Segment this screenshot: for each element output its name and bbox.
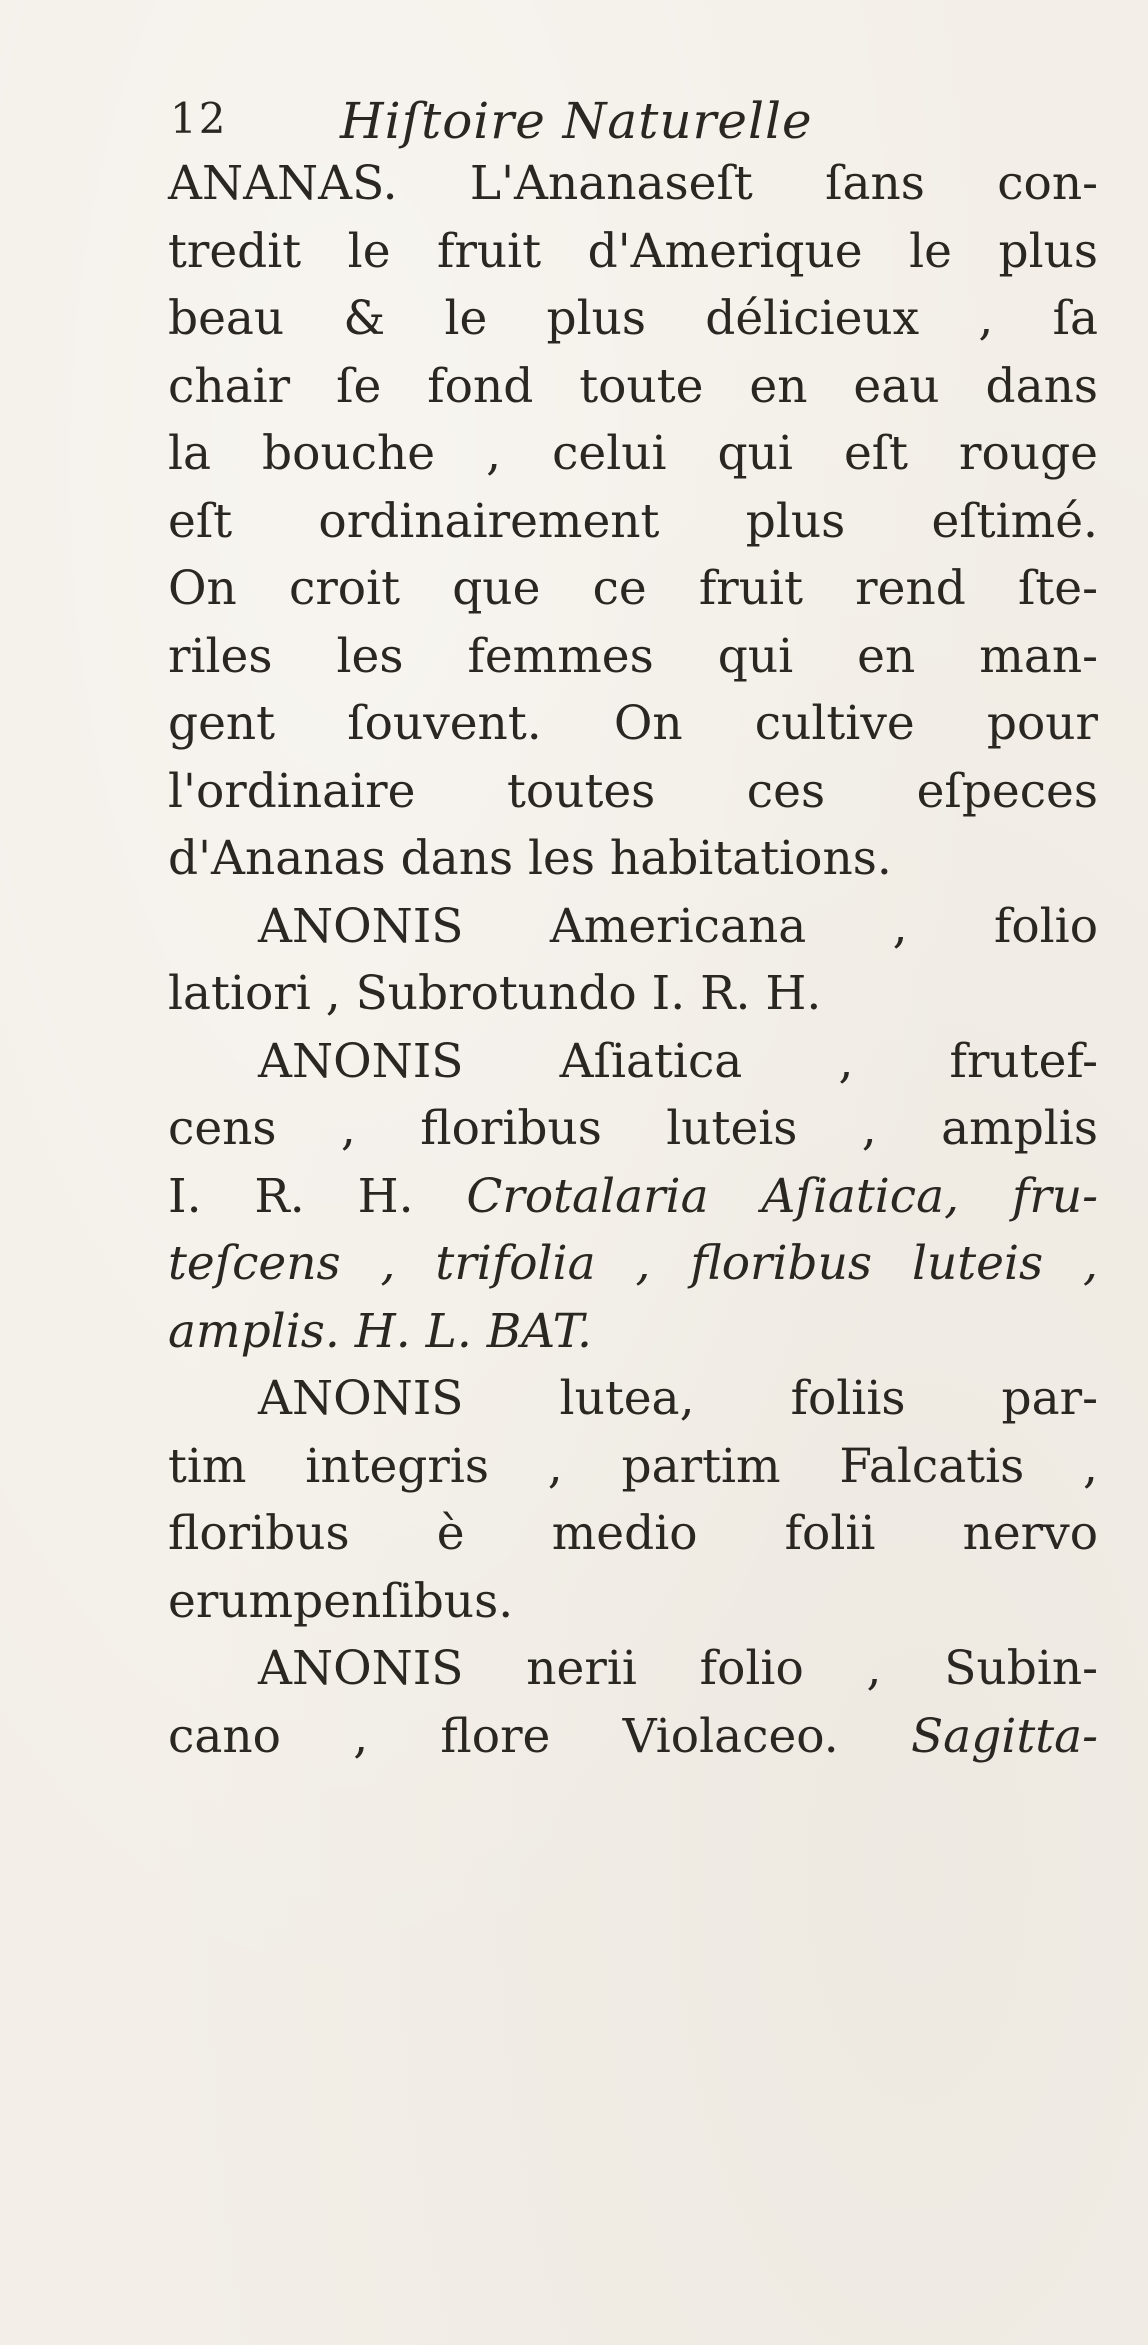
text-line-italic-part: Sagitta- bbox=[910, 1708, 1098, 1764]
text-line: floribus è medio folii nervo bbox=[168, 1506, 1098, 1561]
text-line: gent ſouvent. On cultive pour bbox=[168, 696, 1098, 751]
text-line: teſcens , trifolia , floribus luteis , bbox=[168, 1236, 1098, 1291]
text-line: d'Ananas dans les habitations. bbox=[168, 831, 892, 886]
text-line: On croit que ce fruit rend ſte- bbox=[168, 561, 1098, 616]
text-line bbox=[168, 1703, 1098, 1771]
text-line: l'ordinaire toutes ces eſpeces bbox=[168, 763, 1098, 819]
text-line: ANONIS lutea, foliis par- bbox=[258, 1371, 1098, 1426]
text-line-roman-part: cano , flore Violaceo. bbox=[168, 1708, 911, 1764]
text-line: tredit le fruit d'Amerique le plus bbox=[168, 223, 1098, 279]
text-line: ANONIS Americana , folio bbox=[258, 898, 1098, 954]
text-line: ANONIS Aſiatica , frutef- bbox=[258, 1033, 1098, 1089]
text-line: ANONIS nerii folio , Subin- bbox=[258, 1641, 1098, 1696]
body-text bbox=[168, 150, 1098, 1770]
text-line: cens , floribus luteis , amplis bbox=[168, 1101, 1098, 1156]
text-line: chair ſe fond toute en eau dans bbox=[168, 358, 1098, 414]
text-line: la bouche , celui qui eſt rouge bbox=[168, 426, 1098, 481]
page-header bbox=[170, 92, 1090, 152]
text-line-italic-part: Crotalaria Aſiatica, fru- bbox=[466, 1168, 1098, 1224]
text-line: eſt ordinairement plus eſtimé. bbox=[168, 493, 1098, 549]
text-line: latiori , Subrotundo I. R. H. bbox=[168, 966, 822, 1021]
text-line: erumpenſibus. bbox=[168, 1573, 514, 1629]
text-line-roman-part: I. R. H. bbox=[168, 1168, 467, 1224]
text-line: riles les femmes qui en man- bbox=[168, 628, 1098, 684]
text-line: amplis. H. L. BAT. bbox=[168, 1303, 592, 1359]
page-number: 12 bbox=[170, 94, 228, 143]
running-head: Hiſtoire Naturelle bbox=[340, 92, 813, 150]
text-line: beau & le plus délicieux , ſa bbox=[168, 291, 1098, 346]
text-line: ANANAS. L'Ananaseſt ſans con- bbox=[168, 156, 1098, 211]
text-line: tim integris , partim Falcatis , bbox=[168, 1438, 1098, 1494]
text-line bbox=[168, 1163, 1098, 1231]
